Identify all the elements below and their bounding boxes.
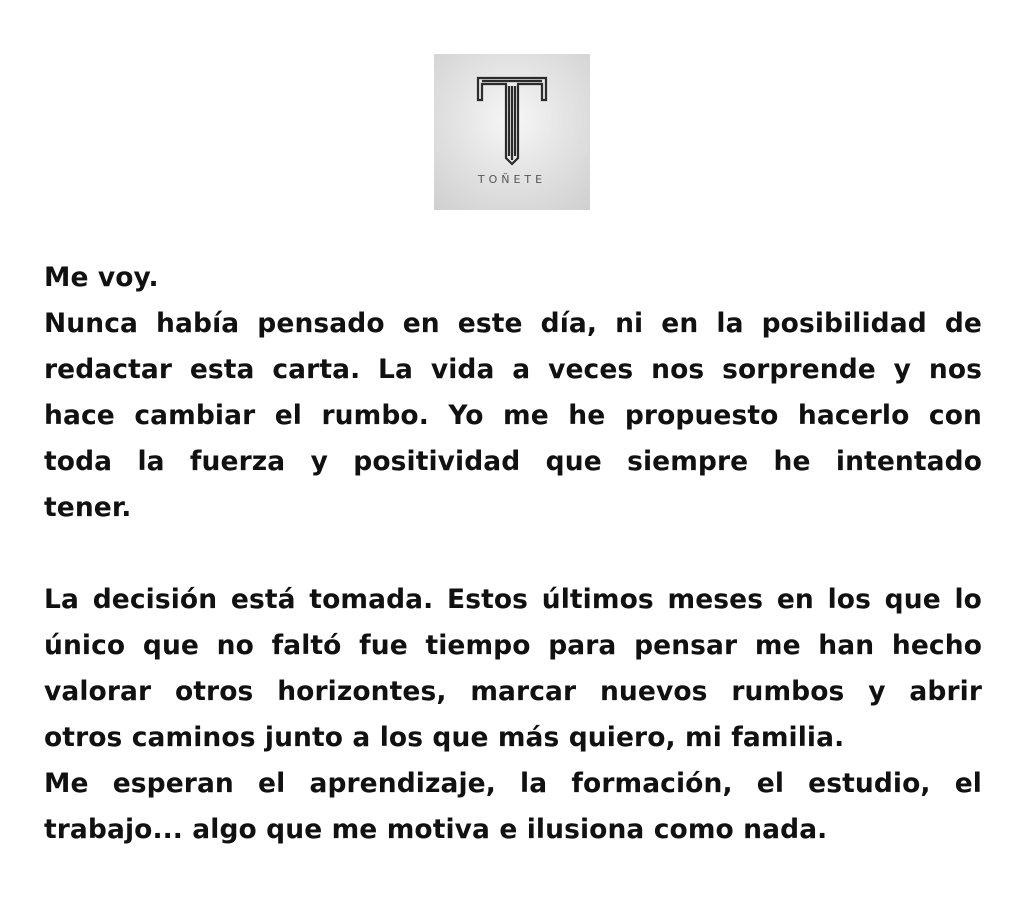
letter-block-2 xyxy=(44,577,982,853)
letter-block-1 xyxy=(44,255,982,531)
letter-paragraph-3 xyxy=(44,761,982,853)
letter-paragraph-2 xyxy=(44,577,982,761)
letter-line: otros caminos junto a los que más quiero, mi familia. xyxy=(44,722,845,753)
logo-wordmark: TOÑETE xyxy=(477,173,547,186)
letter-greeting: Me voy. xyxy=(44,262,159,293)
letter-line: único que no faltó fue tiempo para pensar me han hecho xyxy=(44,630,982,661)
letter-line: Nunca había pensado en este día, ni en la posibilidad de xyxy=(44,308,982,339)
letter-line: toda la fuerza y positividad que siempre he intentado xyxy=(44,446,982,477)
t-monogram-icon xyxy=(434,54,590,210)
letter-paragraph-1 xyxy=(44,301,982,531)
letter-line: hace cambiar el rumbo. Yo me he propuesto hacerlo con xyxy=(44,400,982,431)
letter-line: redactar esta carta. La vida a veces nos sorprende y nos xyxy=(44,354,982,385)
letter-line: trabajo... algo que me motiva e ilusiona como nada. xyxy=(44,814,828,845)
letter-line: La decisión está tomada. Estos últimos meses en los que lo xyxy=(44,584,982,615)
brand-logo xyxy=(434,54,590,210)
letter-line: valorar otros horizontes, marcar nuevos rumbos y abrir xyxy=(44,676,982,707)
letter-line: tener. xyxy=(44,492,132,523)
letter-line: Me esperan el aprendizaje, la formación, el estudio, el xyxy=(44,768,982,799)
